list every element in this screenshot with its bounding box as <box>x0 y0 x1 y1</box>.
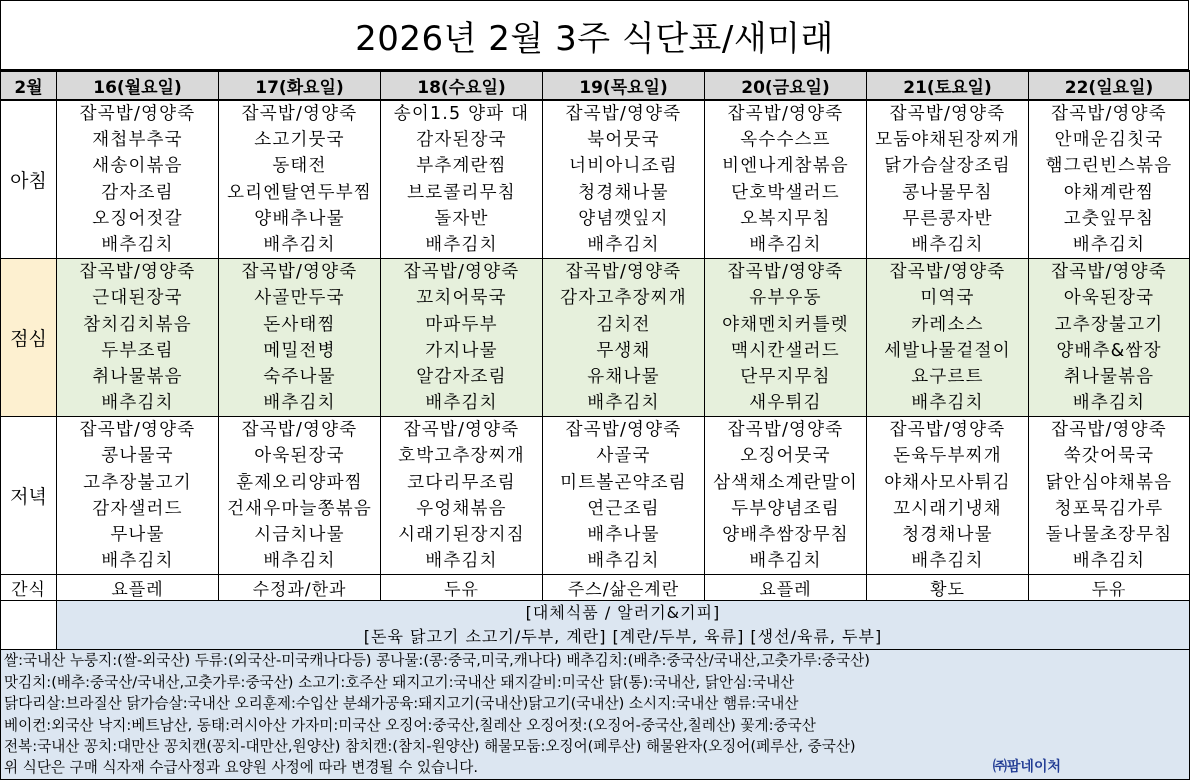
dish-item: 부추계란찜 <box>416 156 507 177</box>
dish-item: 배추김치 <box>749 234 822 255</box>
dish-item: 쑥갓어묵국 <box>1063 446 1155 467</box>
dish-item: 잡곡밥/영양죽 <box>727 262 844 283</box>
dish-item: 무나물 <box>110 525 165 545</box>
dish-item: 배추김치 <box>425 551 498 572</box>
dish-item: 안매운김칫국 <box>1054 130 1164 151</box>
dish-item: 송이1.5 양파 대 <box>393 104 530 124</box>
menu-cell <box>867 259 1029 417</box>
meal-label: 저녁 <box>1 417 57 575</box>
dish-item: 잡곡밥/영양죽 <box>565 104 682 124</box>
dish-item: 가지나물 <box>425 340 498 361</box>
meal-row <box>1 417 1190 575</box>
dish-item: 잡곡밥/영양죽 <box>241 420 358 441</box>
day-header: 17(화요일) <box>219 71 381 100</box>
menu-cell <box>705 100 867 259</box>
dish-item: 너비아니조림 <box>569 156 678 177</box>
notice-row <box>1 601 1190 650</box>
dish-item: 메밀전병 <box>263 340 336 361</box>
dish-item: 잡곡밥/영양죽 <box>889 420 1006 441</box>
menu-cell <box>219 417 381 575</box>
dish-item: 야채멘치커틀렛 <box>722 314 849 335</box>
menu-cell <box>219 259 381 417</box>
dish-item: 잡곡밥/영양죽 <box>79 104 196 124</box>
menu-cell <box>57 100 219 259</box>
dish-item: 고춧잎무침 <box>1063 208 1155 229</box>
dish-item: 햄그린빈스볶음 <box>1045 156 1173 177</box>
dish-item: 배추김치 <box>425 393 498 414</box>
origin-line: 닭다리살:브라질산 닭가슴살:국내산 오리훈제:수입산 분쇄가공육:돼지고기(국내산)닭고기(국내산) 소시지:국내산 햄류:국내산 <box>4 695 799 713</box>
dish-item: 훈제오리양파찜 <box>236 472 363 493</box>
dish-item: 감자조림 <box>101 182 174 203</box>
dish-item: 잡곡밥/영양죽 <box>1051 104 1167 124</box>
dish-item: 배추김치 <box>911 551 984 572</box>
dish-item: 건새우마늘쫑볶음 <box>227 498 372 519</box>
menu-cell <box>867 100 1029 259</box>
dish-item: 오징어젓갈 <box>92 208 183 229</box>
dish-item: 배추김치 <box>1072 393 1146 414</box>
dish-item: 배추김치 <box>587 234 660 255</box>
snack-item: 요플레 <box>705 575 867 601</box>
menu-cell <box>1029 100 1190 259</box>
dish-item: 잡곡밥/영양죽 <box>241 104 358 124</box>
dish-item: 배추김치 <box>1072 551 1146 572</box>
dish-item: 재첩부추국 <box>92 130 183 151</box>
dish-item: 김치전 <box>596 314 651 335</box>
dish-item: 코다리무조림 <box>407 472 516 493</box>
origin-line: 쌀:국내산 누룽지:(쌀-외국산) 두류:(외국산-미국캐나다등) 콩나물:(콩:중국,미국,캐나다) 배추김치:(배추:중국산/국내산,고춧가루:중국산) <box>4 652 870 670</box>
day-header: 19(목요일) <box>543 71 705 100</box>
dish-item: 요구르트 <box>911 366 984 387</box>
dish-item: 잡곡밥/영양죽 <box>727 104 844 124</box>
dish-item: 북어뭇국 <box>587 130 660 151</box>
dish-item: 호박고추장찌개 <box>398 446 525 467</box>
dish-item: 모둠야채된장찌개 <box>875 130 1020 151</box>
dish-item: 무생채 <box>596 340 651 361</box>
dish-item: 유채나물 <box>587 366 660 387</box>
menu-cell <box>1029 417 1190 575</box>
dish-item: 청경채나물 <box>902 525 993 545</box>
dish-item: 꼬치어묵국 <box>416 288 507 309</box>
dish-item: 취나물볶음 <box>92 366 183 387</box>
dish-item: 청경채나물 <box>578 182 669 203</box>
brand-name: ㈜팜네이처 <box>992 759 1061 776</box>
menu-cell <box>543 100 705 259</box>
dish-item: 숙주나물 <box>263 366 336 387</box>
dish-item: 배추김치 <box>263 234 336 255</box>
dish-item: 꼬시래기냉채 <box>893 498 1002 519</box>
dish-item: 야채계란찜 <box>1063 182 1155 203</box>
dish-item: 배추김치 <box>1072 234 1146 255</box>
dish-item: 감자고추장찌개 <box>560 288 687 309</box>
dish-item: 비엔나게참볶음 <box>722 156 849 177</box>
dish-item: 카레소스 <box>911 314 984 335</box>
dish-item: 미트볼곤약조림 <box>560 472 687 493</box>
snack-row <box>1 575 1190 601</box>
dish-item: 감자샐러드 <box>92 498 183 519</box>
dish-item: 배추김치 <box>101 551 174 572</box>
origin-row <box>1 650 1190 779</box>
dish-item: 새송이볶음 <box>92 156 183 177</box>
dish-item: 마파두부 <box>425 314 498 335</box>
dish-item: 배추김치 <box>587 393 660 414</box>
dish-item: 연근조림 <box>587 498 660 519</box>
page-title: 2026년 2월 3주 식단표/새미래 <box>0 0 1189 70</box>
dish-item: 양배추&쌈장 <box>1056 340 1162 361</box>
dish-item: 양배추나물 <box>254 208 345 229</box>
origin-line: 베이컨:외국산 낙지:베트남산, 동태:러시아산 가자미:미국산 오징어:중국산,칠레산 오징어젓:(오징어-중국산,칠레산) 꽃게:중국산 <box>4 716 816 734</box>
dish-item: 오복지무침 <box>740 208 831 229</box>
dish-item: 콩나물무침 <box>902 182 993 203</box>
dish-item: 닭안심야채볶음 <box>1045 472 1173 493</box>
dish-item: 잡곡밥/영양죽 <box>1051 420 1167 441</box>
menu-cell <box>219 100 381 259</box>
notice-spacer <box>1 601 57 650</box>
snack-label: 간식 <box>1 575 57 601</box>
menu-cell <box>1029 259 1190 417</box>
dish-item: 잡곡밥/영양죽 <box>241 262 358 283</box>
snack-item: 주스/삶은계란 <box>543 575 705 601</box>
dish-item: 잡곡밥/영양죽 <box>1051 262 1167 283</box>
dish-item: 단무지무침 <box>740 366 831 387</box>
dish-item: 유부우동 <box>749 288 822 309</box>
dish-item: 배추김치 <box>425 234 498 255</box>
substitute-notice <box>57 601 1190 650</box>
dish-item: 돈사태찜 <box>263 314 336 335</box>
dish-item: 배추김치 <box>749 551 822 572</box>
dish-item: 배추김치 <box>263 393 336 414</box>
dish-item: 오리엔탈연두부찜 <box>227 182 372 203</box>
dish-item: 잡곡밥/영양죽 <box>403 262 520 283</box>
dish-item: 단호박샐러드 <box>731 182 840 203</box>
dish-item: 사골국 <box>596 446 651 467</box>
dish-item: 청포묵김가루 <box>1054 498 1164 519</box>
dish-item: 무른콩자반 <box>902 208 993 229</box>
dish-item: 돌나물초장무침 <box>1045 525 1173 545</box>
meal-label: 점심 <box>1 259 57 417</box>
dish-item: 돌자반 <box>434 208 489 229</box>
notice-line: [돈육 닭고기 소고기/두부, 계란] [계란/두부, 육류] [생선/육류, 두부] <box>363 627 883 647</box>
dish-item: 돈육두부찌개 <box>893 446 1002 467</box>
dish-item: 야채사모사튀김 <box>884 472 1011 493</box>
menu-cell <box>381 417 543 575</box>
dish-item: 양념깻잎지 <box>578 208 669 229</box>
month-header: 2월 <box>1 71 57 100</box>
snack-item: 황도 <box>867 575 1029 601</box>
dish-item: 브로콜리무침 <box>407 182 516 203</box>
meal-label: 아침 <box>1 100 57 259</box>
dish-item: 사골만두국 <box>254 288 345 309</box>
menu-cell <box>57 417 219 575</box>
dish-item: 새우튀김 <box>749 393 822 414</box>
meal-row <box>1 100 1190 259</box>
origin-line: 전복:국내산 꽁치:대만산 꽁치캔(꽁치-대만산,원양산) 참치캔:(참치-원양산) 해물모둠:오징어(페루산) 해물완자(오징어(페루산, 중국산) <box>4 737 856 755</box>
dish-item: 아욱된장국 <box>254 446 345 467</box>
dish-item: 삼색채소계란말이 <box>713 472 858 493</box>
dish-item: 시금치나물 <box>254 525 345 545</box>
origin-line: 맛김치:(배추:중국산/국내산,고춧가루:중국산) 소고기:호주산 돼지고기:국내산 돼지갈비:미국산 닭(통):국내산, 닭안심:국내산 <box>4 673 795 691</box>
menu-table <box>0 70 1190 780</box>
dish-item: 배추나물 <box>587 525 660 545</box>
dish-item: 미역국 <box>920 288 975 309</box>
snack-item: 두유 <box>1029 575 1190 601</box>
menu-cell <box>705 259 867 417</box>
footer-note: 위 식단은 구매 식자재 수급사정과 요양원 사정에 따라 변경될 수 있습니다. <box>4 759 478 777</box>
menu-cell <box>543 259 705 417</box>
day-header: 22(일요일) <box>1029 71 1190 100</box>
dish-item: 배추김치 <box>101 393 174 414</box>
dish-item: 잡곡밥/영양죽 <box>565 420 682 441</box>
dish-item: 고추장불고기 <box>1054 314 1164 335</box>
dish-item: 잡곡밥/영양죽 <box>889 262 1006 283</box>
dish-item: 고추장불고기 <box>83 472 192 493</box>
day-header: 21(토요일) <box>867 71 1029 100</box>
header-row <box>1 71 1190 100</box>
dish-item: 잡곡밥/영양죽 <box>79 262 196 283</box>
day-header: 16(월요일) <box>57 71 219 100</box>
meal-row <box>1 259 1190 417</box>
dish-item: 오징어뭇국 <box>740 446 831 467</box>
dish-item: 배추김치 <box>911 234 984 255</box>
dish-item: 근대된장국 <box>92 288 183 309</box>
dish-item: 아욱된장국 <box>1063 288 1155 309</box>
dish-item: 잡곡밥/영양죽 <box>889 104 1006 124</box>
menu-cell <box>543 417 705 575</box>
dish-item: 잡곡밥/영양죽 <box>565 262 682 283</box>
footer-line <box>1 757 1189 778</box>
day-header: 18(수요일) <box>381 71 543 100</box>
dish-item: 닭가슴살장조림 <box>884 156 1011 177</box>
dish-item: 두부조림 <box>101 340 174 361</box>
dish-item: 취나물볶음 <box>1063 366 1155 387</box>
menu-cell <box>57 259 219 417</box>
dish-item: 알감자조림 <box>416 366 507 387</box>
menu-cell <box>381 100 543 259</box>
dish-item: 콩나물국 <box>101 446 174 467</box>
dish-item: 우엉채볶음 <box>416 498 507 519</box>
dish-item: 배추김치 <box>911 393 984 414</box>
dish-item: 배추김치 <box>587 551 660 572</box>
dish-item: 두부양념조림 <box>731 498 840 519</box>
dish-item: 잡곡밥/영양죽 <box>403 420 520 441</box>
day-header: 20(금요일) <box>705 71 867 100</box>
dish-item: 맥시칸샐러드 <box>731 340 840 361</box>
snack-item: 두유 <box>381 575 543 601</box>
snack-item: 요플레 <box>57 575 219 601</box>
dish-item: 배추김치 <box>101 234 174 255</box>
dish-item: 시래기된장지짐 <box>398 525 525 545</box>
menu-cell <box>867 417 1029 575</box>
menu-cell <box>705 417 867 575</box>
dish-item: 배추김치 <box>263 551 336 572</box>
dish-item: 동태전 <box>272 156 327 177</box>
dish-item: 양배추쌈장무침 <box>722 525 849 545</box>
origin-info <box>1 650 1190 779</box>
snack-item: 수정과/한과 <box>219 575 381 601</box>
dish-item: 세발나물겉절이 <box>884 340 1011 361</box>
menu-cell <box>381 259 543 417</box>
dish-item: 잡곡밥/영양죽 <box>79 420 196 441</box>
dish-item: 감자된장국 <box>416 130 507 151</box>
dish-item: 소고기뭇국 <box>254 130 345 151</box>
dish-item: 잡곡밥/영양죽 <box>727 420 844 441</box>
dish-item: 옥수수스프 <box>740 130 831 151</box>
notice-line: [대체식품 / 알러기&기피] <box>525 603 721 623</box>
dish-item: 참치김치볶음 <box>83 314 192 335</box>
